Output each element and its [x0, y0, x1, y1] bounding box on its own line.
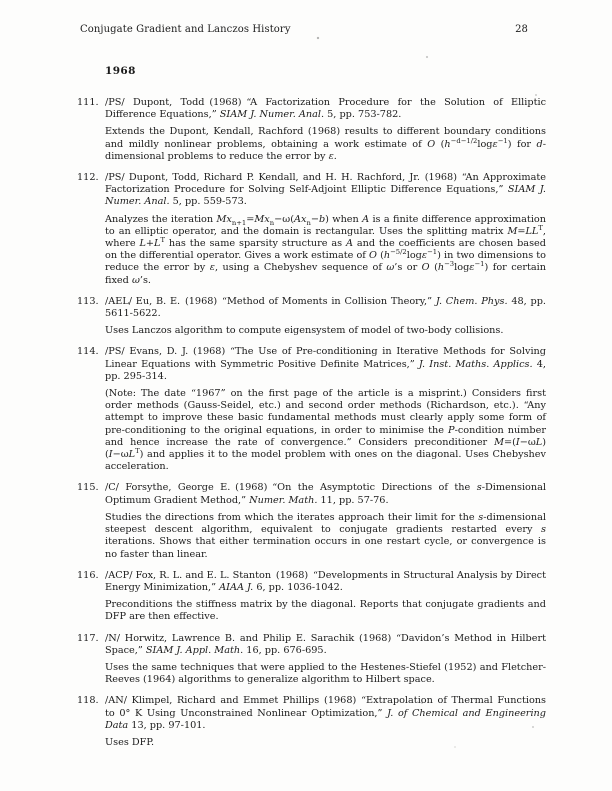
entry-number: 116. — [77, 569, 99, 581]
entry-citation: /PS/ Dupont, Todd, Richard P. Kendall, and H. H. Rachford, Jr. (1968) “An Approximate Factorization Procedure for Solving Self-Adjoint Elliptic Difference Equations,” SIAM J. Numer. Anal. 5, pp. 559-573. — [105, 172, 546, 208]
reference-entry — [77, 295, 546, 338]
entry-citation: /AEL/ Eu, B. E. (1968) “Method of Moments in Collision Theory,” J. Chem. Phys. 48, pp. 5611-5622. — [105, 295, 546, 320]
entry-citation: /C/ Forsythe, George E. (1968) “On the Asymptotic Directions of the s-Dimensional Optimum Gradient Method,” Numer. Math. 11, pp. 57-76. — [105, 482, 546, 506]
reference-entry — [77, 569, 546, 624]
entry-citation: /AN/ Klimpel, Richard and Emmet Phillips (1968) “Extrapolation of Thermal Functions to 0° K Using Unconstrained Nonlinear Optimization,” J. of Chemical and Engineering Data 13, pp. 97-101. — [105, 695, 546, 731]
entry-number: 112. — [77, 172, 99, 184]
page-header — [0, 0, 612, 35]
running-title: Conjugate Gradient and Lanczos History — [80, 24, 291, 35]
entry-annotation: (Note: The date “1967” on the first page of the article is a misprint.) Considers first order methods (Gauss-Seidel, etc.) and second order methods (Richardson, etc.). “Any attempt to improve these basic fundamental methods must clearly apply some form of pre-conditioning to the original equations, in order to minimise the P-condition number and hence increase the rate of convergence.” Considers preconditioner $M=(I-\omega L)(I-\omega L^T)$ and applies it to the model problem with ones on the diagonal. Uses Chebyshev acceleration. — [105, 388, 546, 473]
entry-annotation: Studies the directions from which the iterates approach their limit for the s-dimensional steepest descent algorithm, equivalent to conjugate gradients restarted every s iterations. Shows that either termination occurs in one restart cycle, or convergence is no faster than linear. — [105, 511, 546, 560]
entry-number: 118. — [77, 695, 99, 707]
entry-annotation: Analyzes the iteration $Mx_{n+1}=Mx_n-\omega(Ax_n-b)$ when A is a finite difference approximation to an elliptic operator, and the domain is rectangular. Uses the splitting matrix $M=LL^T$, where $L+L^T$ has the same sparsity structure as A and the coefficients are chosen based on the differential operator. Gives a work estimate of O $(h^{-5/2}\log\varepsilon^{-1})$ in two dimensions to reduce the error by ε, using a Chebyshev sequence of ω’s or O $(h^{-3}\log\varepsilon^{-1})$ for certain fixed ω’s. — [105, 213, 547, 286]
entry-annotation: Uses Lanczos algorithm to compute eigensystem of model of two-body collisions. — [105, 325, 504, 337]
entry-number: 114. — [77, 346, 99, 358]
entry-citation: /PS/ Dupont, Todd (1968) “A Factorization Procedure for the Solution of Elliptic Difference Equations,” SIAM J. Numer. Anal. 5, pp. 753-782. — [105, 97, 546, 121]
page-number: 28 — [515, 24, 528, 35]
reference-list — [77, 97, 547, 749]
entry-citation: /N/ Horwitz, Lawrence B. and Philip E. Sarachik (1968) “Davidon’s Method in Hilbert Space,” SIAM J. Appl. Math. 16, pp. 676-695. — [105, 632, 546, 656]
entry-citation: /ACP/ Fox, R. L. and E. L. Stanton (1968) “Developments in Structural Analysis by Direct Energy Minimization,” AIAA J. 6, pp. 1036-1042. — [105, 569, 546, 593]
reference-entry — [77, 346, 546, 473]
reference-entry — [77, 482, 546, 560]
year-heading: 1968 — [105, 65, 136, 77]
reference-entry — [77, 695, 546, 749]
entry-number: 115. — [77, 482, 99, 494]
entry-annotation: Preconditions the stiffness matrix by the diagonal. Reports that conjugate gradients and DFP are then effective. — [105, 599, 546, 623]
entry-annotation: Uses the same techniques that were applied to the Hestenes-Stiefel (1952) and Fletcher-Reeves (1964) algorithms to generalize algorithm to Hilbert space. — [105, 661, 546, 686]
reference-entry — [77, 97, 546, 163]
entry-citation: /PS/ Evans, D. J. (1968) “The Use of Pre-conditioning in Iterative Methods for Solving Linear Equations with Symmetric Positive Definite Matrices,” J. Inst. Maths. Applics. 4, pp. 295-314. — [105, 346, 546, 382]
entry-number: 113. — [77, 295, 99, 307]
entry-annotation: Uses DFP. — [105, 736, 155, 748]
reference-entry — [77, 172, 547, 287]
entry-number: 117. — [77, 632, 99, 644]
entry-number: 111. — [77, 97, 99, 108]
reference-entry — [77, 632, 546, 687]
entry-annotation: Extends the Dupont, Kendall, Rachford (1968) results to different boundary conditions and mildly nonlinear problems, obtaining a work estimate of O $(h^{-d-1/2}\log\varepsilon^{-1})$ for d-dimensional problems to reduce the error by ε. — [105, 126, 546, 162]
